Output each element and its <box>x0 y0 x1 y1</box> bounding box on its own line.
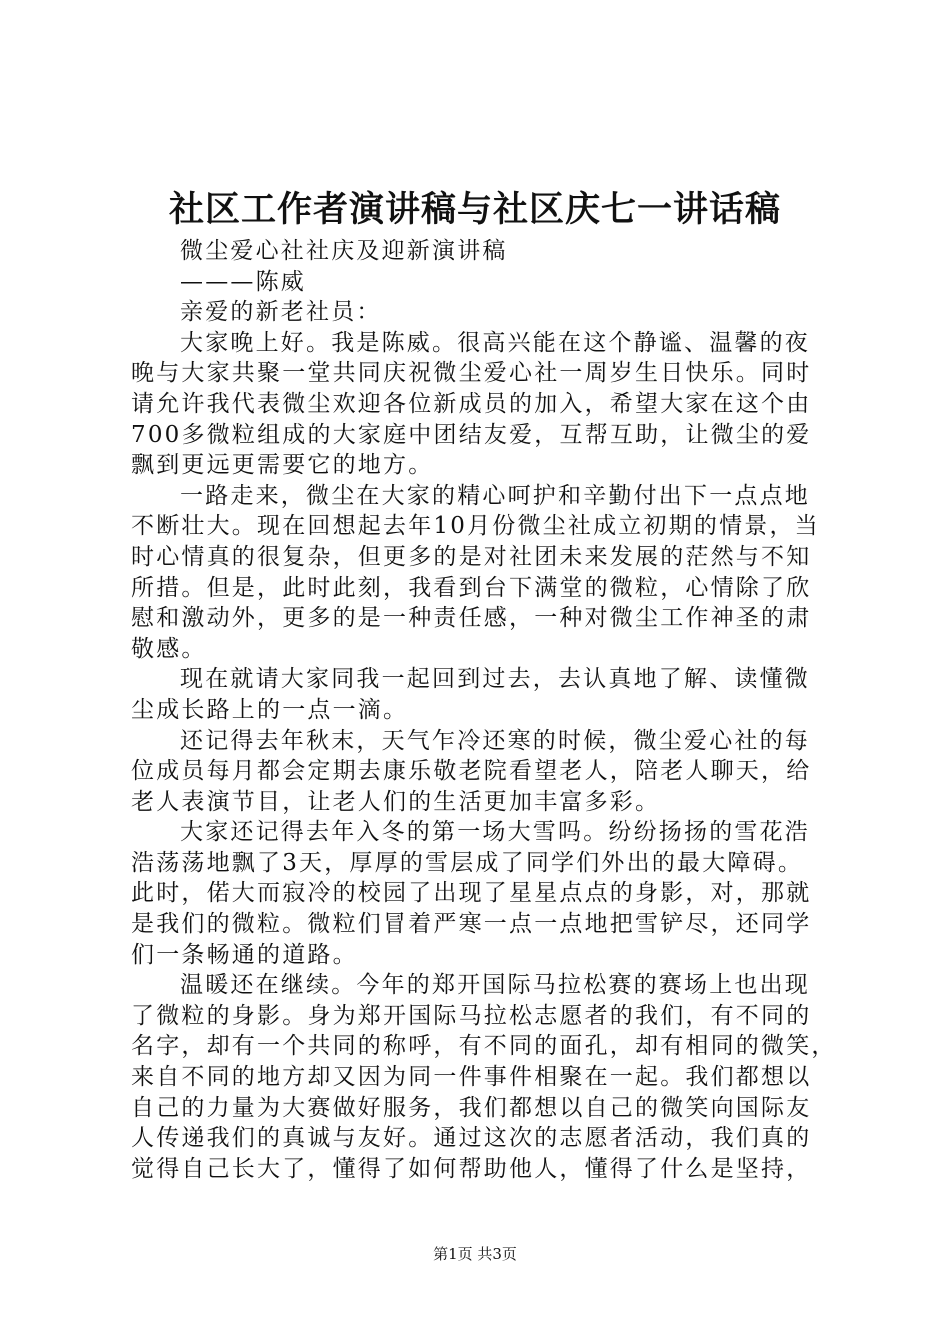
text-line: 亲爱的新老社员： <box>180 299 382 326</box>
text-line: 是我们的微粒。微粒们冒着严寒一点一点地把雪铲尽，还同学 <box>131 911 812 938</box>
text-line: 人传递我们的真诚与友好。通过这次的志愿者活动，我们真的 <box>131 1125 812 1152</box>
text-line: 觉得自己长大了，懂得了如何帮助他人，懂得了什么是坚持， <box>131 1155 812 1182</box>
text-line: 了微粒的身影。身为郑开国际马拉松志愿者的我们，有不同的 <box>131 1002 812 1029</box>
text-line: 慰和激动外，更多的是一种责任感，一种对微尘工作神圣的肃 <box>131 605 812 632</box>
document-body <box>131 236 836 1184</box>
text-line: 们一条畅通的道路。 <box>131 941 358 968</box>
document-title: 社区工作者演讲稿与社区庆七一讲话稿 <box>168 190 781 230</box>
text-line: 尘成长路上的一点一滴。 <box>131 696 409 723</box>
text-line: 时心情真的很复杂，但更多的是对社团未来发展的茫然与不知 <box>131 543 812 570</box>
text-line: 来自不同的地方却又因为同一件事件相聚在一起。我们都想以 <box>131 1064 812 1091</box>
text-line: 位成员每月都会定期去康乐敬老院看望老人，陪老人聊天，给 <box>131 758 812 785</box>
text-line: 不断壮大。现在回想起去年10月份微尘社成立初期的情景，当 <box>131 513 820 540</box>
text-line: 大家还记得去年入冬的第一场大雪吗。纷纷扬扬的雪花浩 <box>180 819 810 846</box>
text-line: 老人表演节目，让老人们的生活更加丰富多彩。 <box>131 788 661 815</box>
text-line: 微尘爱心社社庆及迎新演讲稿 <box>180 238 508 264</box>
text-line: ———陈威 <box>180 268 306 295</box>
text-line: 700多微粒组成的大家庭中团结友爱，互帮互助，让微尘的爱 <box>131 421 812 448</box>
text-line: 此时，偌大而寂冷的校园了出现了星星点点的身影，对，那就 <box>131 880 812 907</box>
text-line: 浩荡荡地飘了3天，厚厚的雪层成了同学们外出的最大障碍。 <box>131 849 804 876</box>
text-line: 飘到更远更需要它的地方。 <box>131 452 434 479</box>
text-line: 现在就请大家同我一起回到过去，去认真地了解、读懂微 <box>180 666 810 693</box>
text-line: 还记得去年秋末，天气乍冷还寒的时候，微尘爱心社的每 <box>180 727 810 754</box>
text-line: 名字，却有一个共同的称呼，有不同的面孔，却有相同的微笑， <box>131 1033 837 1060</box>
text-line: 所措。但是，此时此刻，我看到台下满堂的微粒，心情除了欣 <box>131 574 812 601</box>
text-line: 请允许我代表微尘欢迎各位新成员的加入，希望大家在这个由 <box>131 390 812 417</box>
text-line: 一路走来，微尘在大家的精心呵护和辛勤付出下一点点地 <box>180 482 810 509</box>
text-line: 大家晚上好。我是陈威。很高兴能在这个静谧、温馨的夜 <box>180 329 810 356</box>
text-line: 晚与大家共聚一堂共同庆祝微尘爱心社一周岁生日快乐。同时 <box>131 360 812 387</box>
text-line: 敬感。 <box>131 635 207 662</box>
page-footer: 第1页 共3页 <box>433 1245 517 1263</box>
text-line: 温暖还在继续。今年的郑开国际马拉松赛的赛场上也出现 <box>180 972 810 999</box>
text-line: 自己的力量为大赛做好服务，我们都想以自己的微笑向国际友 <box>131 1094 812 1121</box>
